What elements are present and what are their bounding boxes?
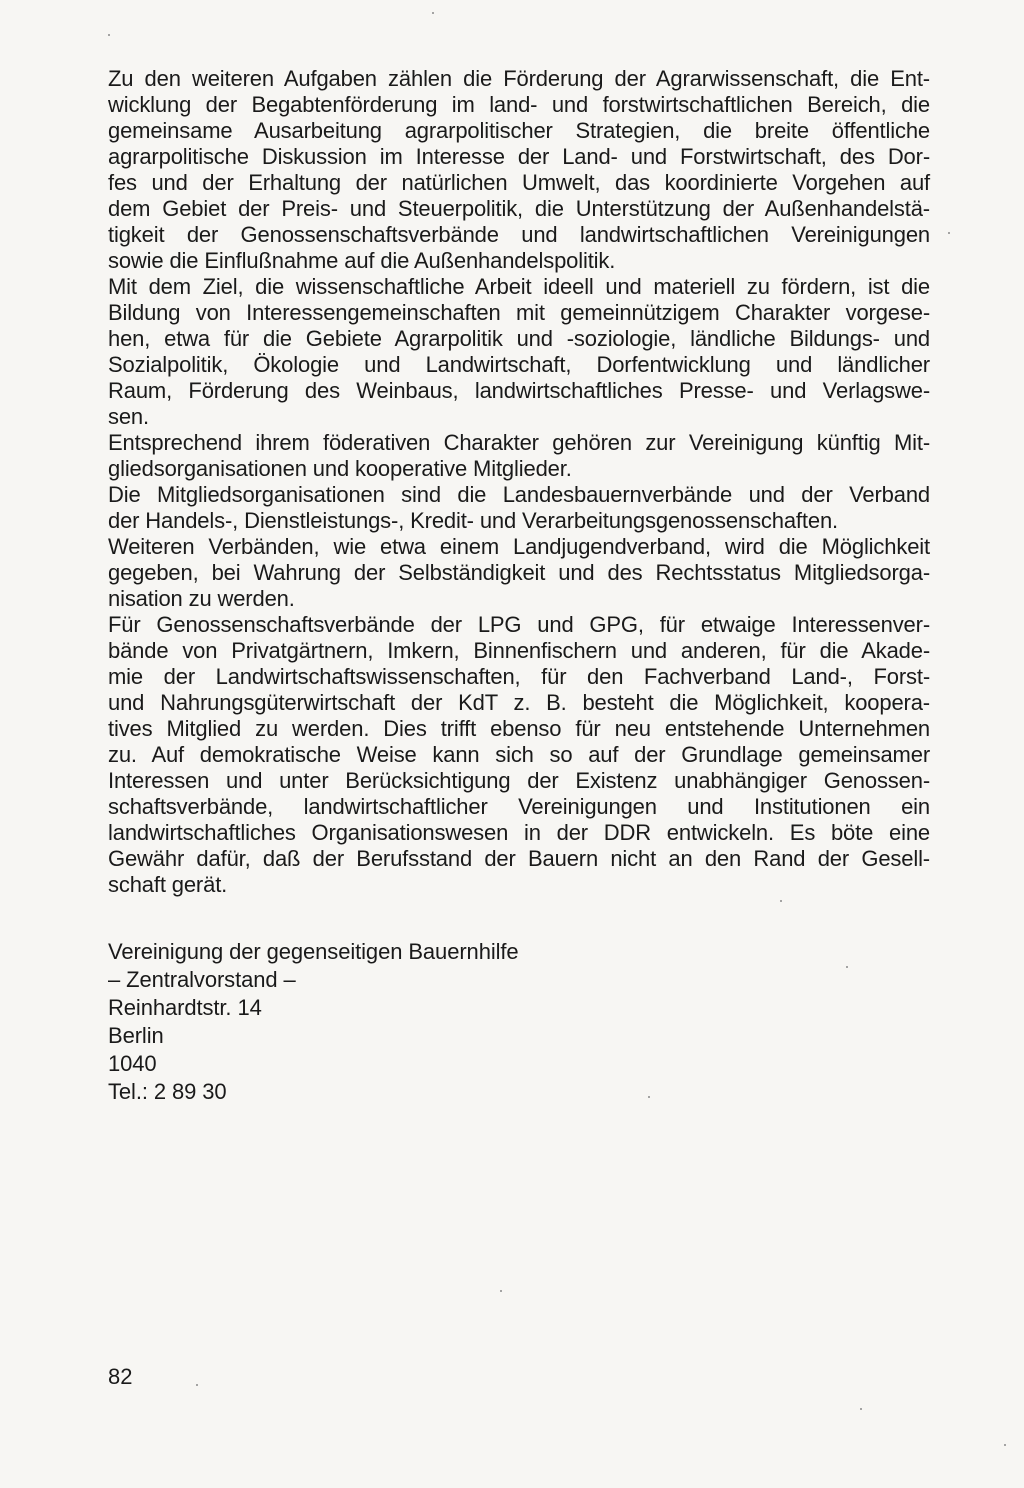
text-line: und Nahrungsgüterwirtschaft der KdT z. B. besteht die Möglichkeit, koopera- — [108, 690, 930, 715]
text-line: gliedsorganisationen und kooperative Mitglieder. — [108, 456, 572, 481]
text-line: Interessen und unter Berücksichtigung der Existenz unabhängiger Genossen- — [108, 768, 930, 793]
address-city: Berlin — [108, 1023, 164, 1048]
text-line: Entsprechend ihrem föderativen Charakter gehören zur Vereinigung künftig Mit- — [108, 430, 930, 455]
text-line: Zu den weiteren Aufgaben zählen die Förderung der Agrarwissenschaft, die Ent- — [108, 66, 930, 91]
text-line: Raum, Förderung des Weinbaus, landwirtschaftliches Presse- und Verlagswe- — [108, 378, 930, 403]
text-line: sen. — [108, 404, 149, 429]
address-organization: Vereinigung der gegenseitigen Bauernhilfe — [108, 939, 519, 964]
text-line: Gewähr dafür, daß der Berufsstand der Bauern nicht an den Rand der Gesell- — [108, 846, 930, 871]
text-line: hen, etwa für die Gebiete Agrarpolitik und -soziologie, ländliche Bildungs- und — [108, 326, 930, 351]
text-line: agrarpolitische Diskussion im Interesse der Land- und Forstwirtschaft, des Dor- — [108, 144, 930, 169]
text-line: nisation zu werden. — [108, 586, 295, 611]
text-line: bände von Privatgärtnern, Imkern, Binnenfischern und anderen, für die Akade- — [108, 638, 930, 663]
scan-speck — [432, 12, 434, 14]
address-phone: Tel.: 2 89 30 — [108, 1079, 227, 1104]
body-text — [108, 66, 930, 898]
address-block — [108, 938, 708, 1106]
text-line: Für Genossenschaftsverbände der LPG und GPG, für etwaige Interessenver- — [108, 612, 930, 637]
scan-speck — [500, 1290, 502, 1292]
text-line: gemeinsame Ausarbeitung agrarpolitischer Strategien, die breite öffentliche — [108, 118, 930, 143]
text-line: der Handels-, Dienstleistungs-, Kredit- und Verarbeitungsgenossenschaften. — [108, 508, 838, 533]
text-line: Bildung von Interessengemeinschaften mit gemeinnützigem Charakter vorgese- — [108, 300, 930, 325]
scan-speck — [196, 1384, 198, 1386]
text-line: zu. Auf demokratische Weise kann sich so auf der Grundlage gemeinsamer — [108, 742, 930, 767]
text-line: fes und der Erhaltung der natürlichen Umwelt, das koordinierte Vorgehen auf — [108, 170, 930, 195]
text-line: tigkeit der Genossenschaftsverbände und landwirtschaftlichen Vereinigungen — [108, 222, 930, 247]
text-line: landwirtschaftliches Organisationswesen in der DDR entwickeln. Es böte eine — [108, 820, 930, 845]
text-line: Die Mitgliedsorganisationen sind die Landesbauernverbände und der Verband — [108, 482, 930, 507]
page-number: 82 — [108, 1364, 133, 1389]
text-line: schaft gerät. — [108, 872, 228, 897]
text-line: dem Gebiet der Preis- und Steuerpolitik, die Unterstützung der Außenhandelstä- — [108, 196, 930, 221]
address-postcode: 1040 — [108, 1051, 157, 1076]
text-line: Sozialpolitik, Ökologie und Landwirtschaft, Dorfentwicklung und ländlicher — [108, 352, 930, 377]
text-line: schaftsverbände, landwirtschaftlicher Vereinigungen und Institutionen ein — [108, 794, 930, 819]
scan-speck — [1004, 1444, 1006, 1446]
scan-speck — [846, 966, 848, 968]
text-line: tives Mitglied zu werden. Dies trifft ebenso für neu entstehende Unternehmen — [108, 716, 930, 741]
text-line: Weiteren Verbänden, wie etwa einem Landjugendverband, wird die Möglichkeit — [108, 534, 930, 559]
text-line: Mit dem Ziel, die wissenschaftliche Arbeit ideell und materiell zu fördern, ist die — [108, 274, 930, 299]
text-line: mie der Landwirtschaftswissenschaften, für den Fachverband Land-, Forst- — [108, 664, 930, 689]
text-line: sowie die Einflußnahme auf die Außenhandelspolitik. — [108, 248, 616, 273]
scan-speck — [860, 1408, 862, 1410]
text-line: wicklung der Begabtenförderung im land- und forstwirtschaftlichen Bereich, die — [108, 92, 930, 117]
address-department: – Zentralvorstand – — [108, 967, 296, 992]
text-line: gegeben, bei Wahrung der Selbständigkeit und des Rechtsstatus Mitgliedsorga- — [108, 560, 930, 585]
scan-speck — [948, 232, 950, 234]
scan-speck — [780, 900, 782, 902]
scan-speck — [108, 34, 110, 36]
address-street: Reinhardtstr. 14 — [108, 995, 262, 1020]
scan-speck — [648, 1096, 650, 1098]
